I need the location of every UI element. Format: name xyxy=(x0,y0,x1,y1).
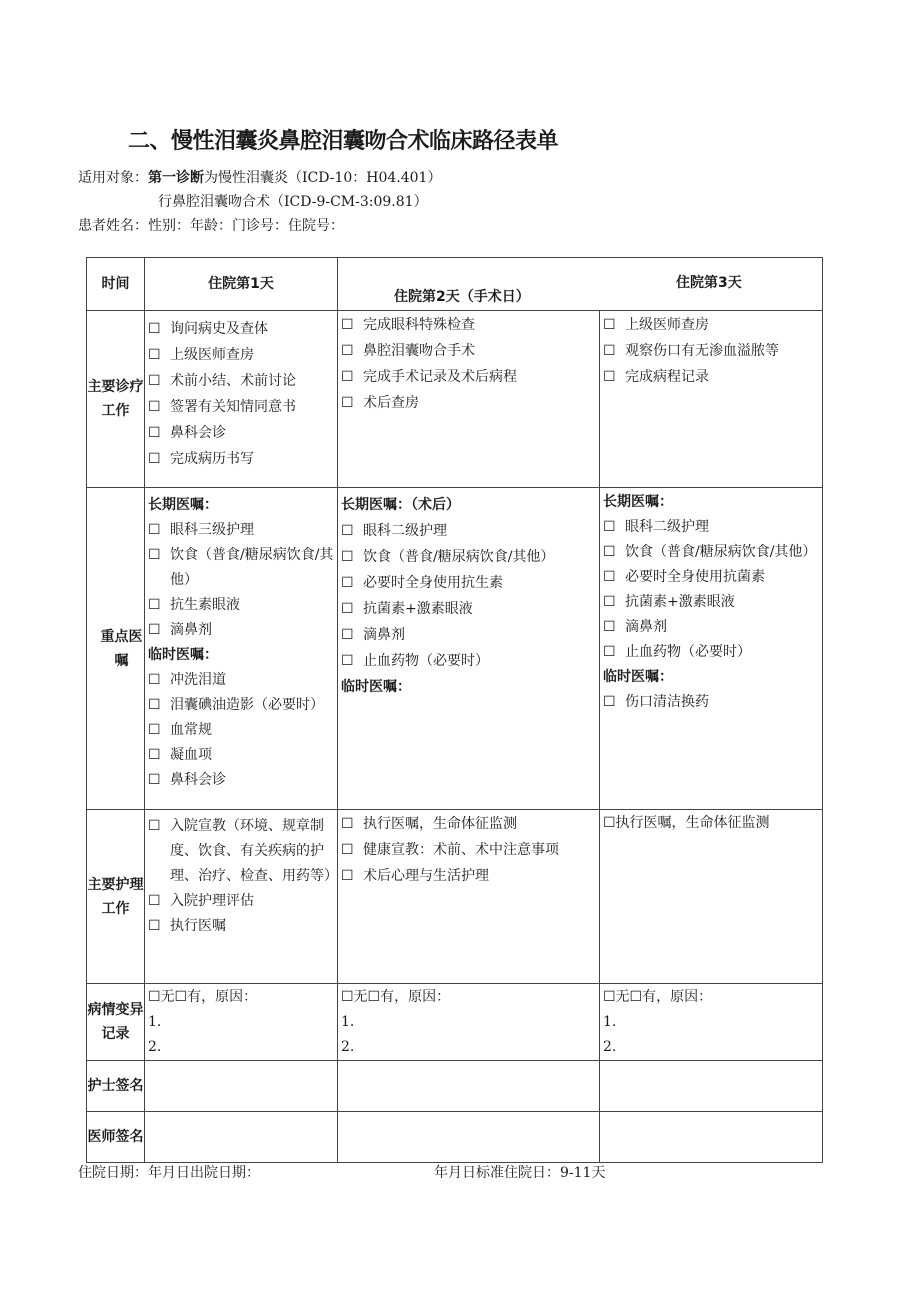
checklist-item-label: 执行医嘱，生命体征监测 xyxy=(363,816,517,832)
checklist-item[interactable] xyxy=(603,312,819,338)
checkbox-icon[interactable]: ☐ xyxy=(148,747,161,763)
checklist-item[interactable] xyxy=(148,543,334,593)
main-work-day3 xyxy=(600,311,823,488)
checkbox-icon[interactable]: ☐ xyxy=(148,918,161,934)
nursing-row xyxy=(87,810,823,984)
main-work-d2-list xyxy=(338,311,599,416)
checkbox-icon[interactable]: ☐ xyxy=(148,622,161,638)
checkbox-icon[interactable]: ☐ xyxy=(148,597,161,613)
checkbox-icon[interactable]: ☐ xyxy=(603,317,616,333)
variation-d2-n2: 2. xyxy=(341,1039,355,1055)
checklist-item[interactable] xyxy=(148,446,334,472)
checkbox-icon[interactable]: ☐ xyxy=(603,694,616,710)
checkbox-icon[interactable]: ☐ xyxy=(603,519,616,535)
variation-day2 xyxy=(338,984,600,1061)
d1-temp-list xyxy=(148,668,334,793)
checklist-item[interactable] xyxy=(148,743,334,768)
variation-d2-n1: 1. xyxy=(341,1014,355,1030)
checklist-item-label: 必要时全身使用抗生素 xyxy=(363,575,503,591)
checkbox-icon[interactable]: ☐ xyxy=(341,601,354,617)
checkbox-icon[interactable]: ☐ xyxy=(341,816,354,832)
variation-d1-n1: 1. xyxy=(148,1014,162,1030)
checklist-item[interactable] xyxy=(148,368,334,394)
checkbox-icon[interactable]: ☐ xyxy=(148,522,161,538)
nurse-sign-label: 护士签名 xyxy=(87,1061,145,1112)
checklist-item[interactable] xyxy=(603,640,819,665)
checklist-item-label: 饮食（普食/糖尿病饮食/其他） xyxy=(170,547,334,588)
main-work-label: 主要诊疗工作 xyxy=(87,311,145,488)
d3-long-list xyxy=(603,515,819,665)
checkbox-icon[interactable]: ☐ xyxy=(148,697,161,713)
checklist-item[interactable] xyxy=(341,338,596,364)
main-work-day1 xyxy=(145,311,338,488)
doctor-sign-day1[interactable] xyxy=(145,1112,338,1163)
checklist-item-label: 签署有关知情同意书 xyxy=(170,399,296,415)
checklist-item[interactable] xyxy=(148,693,334,718)
checkbox-icon[interactable]: ☐ xyxy=(341,523,354,539)
checklist-item[interactable] xyxy=(603,540,819,565)
checkbox-icon[interactable]: ☐ xyxy=(148,672,161,688)
checklist-item-label: 血常规 xyxy=(170,722,212,738)
checklist-item[interactable] xyxy=(341,364,596,390)
d3-long-term-heading: 长期医嘱： xyxy=(603,494,673,510)
variation-d1-n2: 2. xyxy=(148,1039,162,1055)
checkbox-icon[interactable]: ☐ xyxy=(148,547,161,563)
checklist-item[interactable] xyxy=(148,668,334,693)
nursing-d1-list xyxy=(145,810,337,939)
applies-rest: 为慢性泪囊炎（ICD-10：H04.401） xyxy=(204,170,442,186)
d1-long-list xyxy=(148,518,334,643)
variation-d1-line: ☐无☐有，原因： xyxy=(148,989,258,1005)
checklist-item-label: 止血药物（必要时） xyxy=(625,644,751,660)
checkbox-icon[interactable]: ☐ xyxy=(603,369,616,385)
checklist-item-label: 滴鼻剂 xyxy=(170,622,212,638)
checklist-item[interactable] xyxy=(341,570,596,596)
checklist-item[interactable] xyxy=(341,622,596,648)
checklist-item-label: 眼科二级护理 xyxy=(625,519,709,535)
main-work-day2 xyxy=(338,311,600,488)
checklist-item-label: 伤口清洁换药 xyxy=(625,694,709,710)
nursing-day1 xyxy=(145,810,338,984)
checkbox-icon[interactable]: ☐ xyxy=(341,549,354,565)
nursing-d2-list xyxy=(338,810,599,889)
checklist-item-label: 执行医嘱 xyxy=(170,918,226,934)
checklist-item[interactable] xyxy=(603,515,819,540)
checkbox-icon[interactable]: ☐ xyxy=(148,893,161,909)
nurse-sign-day1[interactable] xyxy=(145,1061,338,1112)
checklist-item[interactable] xyxy=(341,390,596,416)
checklist-item-label: 上级医师查房 xyxy=(170,347,254,363)
checkbox-icon[interactable]: ☐ xyxy=(148,425,161,441)
checklist-item-label: 抗生素眼液 xyxy=(170,597,240,613)
checkbox-icon[interactable]: ☐ xyxy=(341,317,354,333)
checklist-item[interactable] xyxy=(148,814,338,889)
checklist-item[interactable] xyxy=(603,338,819,364)
day3-header: 住院第3天 xyxy=(676,275,742,291)
applies-line-2: 行鼻腔泪囊吻合术（ICD-9-CM-3:09.81） xyxy=(158,194,428,210)
day2-header: 住院第2天（手术日） xyxy=(394,289,530,305)
time-header: 时间 xyxy=(87,258,145,311)
checklist-item[interactable] xyxy=(341,518,596,544)
orders-day3 xyxy=(600,488,823,810)
checklist-item[interactable] xyxy=(341,863,596,889)
footer-right: 年月日标准住院日：9-11天 xyxy=(434,1165,606,1181)
checkbox-icon[interactable]: ☐ xyxy=(341,653,354,669)
checklist-item[interactable] xyxy=(148,768,334,793)
checklist-item-label: 完成眼科特殊检查 xyxy=(363,317,475,333)
d2-temp-heading: 临时医嘱： xyxy=(341,679,411,695)
checklist-item[interactable] xyxy=(603,565,819,590)
checklist-item-label: 鼻腔泪囊吻合手术 xyxy=(363,343,475,359)
checklist-item[interactable] xyxy=(341,837,596,863)
checkbox-icon[interactable]: ☐ xyxy=(148,451,161,467)
checklist-item-label: 入院护理评估 xyxy=(170,893,254,909)
doctor-sign-day3[interactable] xyxy=(600,1112,823,1163)
checklist-item-label: 滴鼻剂 xyxy=(625,619,667,635)
nursing-d3-text: ☐执行医嘱，生命体征监测 xyxy=(603,815,770,831)
patient-info-line: 患者姓名：性别：年龄：门诊号：住院号： xyxy=(78,218,344,234)
checklist-item-label: 鼻科会诊 xyxy=(170,425,226,441)
checklist-item-label: 冲洗泪道 xyxy=(170,672,226,688)
d1-long-term-heading: 长期医嘱： xyxy=(148,497,218,513)
applies-bold: 第一诊断 xyxy=(148,170,204,186)
checklist-item-label: 眼科三级护理 xyxy=(170,522,254,538)
checklist-item[interactable] xyxy=(148,342,334,368)
checkbox-icon[interactable]: ☐ xyxy=(341,842,354,858)
checklist-item-label: 饮食（普食/糖尿病饮食/其他） xyxy=(625,544,817,560)
checklist-item-label: 完成病历书写 xyxy=(170,451,254,467)
checklist-item-label: 上级医师查房 xyxy=(625,317,709,333)
variation-d3-line: ☐无☐有，原因： xyxy=(603,989,713,1005)
checkbox-icon[interactable]: ☐ xyxy=(603,594,616,610)
checklist-item[interactable] xyxy=(148,618,334,643)
checkbox-icon[interactable]: ☐ xyxy=(341,395,354,411)
checklist-item[interactable] xyxy=(148,593,334,618)
checklist-item-label: 术后心理与生活护理 xyxy=(363,868,489,884)
checkbox-icon[interactable]: ☐ xyxy=(148,772,161,788)
checkbox-icon[interactable]: ☐ xyxy=(148,347,161,363)
checkbox-icon[interactable]: ☐ xyxy=(341,627,354,643)
checklist-item-label: 抗菌素+激素眼液 xyxy=(363,601,473,617)
checkbox-icon[interactable]: ☐ xyxy=(148,722,161,738)
checklist-item-label: 鼻科会诊 xyxy=(170,772,226,788)
checklist-item[interactable] xyxy=(603,364,819,390)
checklist-item[interactable] xyxy=(341,596,596,622)
checklist-item[interactable] xyxy=(341,312,596,338)
checklist-item[interactable] xyxy=(341,648,596,674)
variation-label: 病情变异记录 xyxy=(87,984,145,1061)
footer-left: 住院日期：年月日出院日期： xyxy=(78,1165,260,1181)
checklist-item-label: 必要时全身使用抗菌素 xyxy=(625,569,765,585)
checkbox-icon[interactable]: ☐ xyxy=(148,321,161,337)
checklist-item-label: 术后查房 xyxy=(363,395,419,411)
checkbox-icon[interactable]: ☐ xyxy=(603,544,616,560)
checkbox-icon[interactable]: ☐ xyxy=(148,818,161,834)
pathway-table xyxy=(86,257,823,1163)
checklist-item[interactable] xyxy=(148,889,334,914)
main-work-d3-list xyxy=(600,311,822,390)
variation-d3-n1: 1. xyxy=(603,1014,617,1030)
checklist-item-label: 完成病程记录 xyxy=(625,369,709,385)
checklist-item-label: 询问病史及查体 xyxy=(170,321,268,337)
nursing-label: 主要护理工作 xyxy=(87,810,145,984)
main-work-d1-list xyxy=(145,311,337,472)
checklist-item-label: 滴鼻剂 xyxy=(363,627,405,643)
checklist-item[interactable] xyxy=(603,615,819,640)
d2-long-term-heading: 长期医嘱：（术后） xyxy=(341,497,460,513)
main-work-row xyxy=(87,311,823,488)
nursing-day2 xyxy=(338,810,600,984)
checklist-item[interactable] xyxy=(341,544,596,570)
checklist-item[interactable] xyxy=(148,420,334,446)
checklist-item-label: 泪囊碘油造影（必要时） xyxy=(170,697,324,713)
orders-row xyxy=(87,488,823,810)
checklist-item[interactable] xyxy=(341,811,596,837)
checkbox-icon[interactable]: ☐ xyxy=(341,369,354,385)
variation-day1 xyxy=(145,984,338,1061)
variation-day3 xyxy=(600,984,823,1061)
d3-temp-heading: 临时医嘱： xyxy=(603,669,673,685)
checklist-item-label: 抗菌素+激素眼液 xyxy=(625,594,735,610)
applies-line xyxy=(78,168,441,188)
doctor-sign-label: 医师签名 xyxy=(87,1112,145,1163)
checklist-item[interactable] xyxy=(148,518,334,543)
checkbox-icon[interactable]: ☐ xyxy=(603,569,616,585)
checklist-item-label: 饮食（普食/糖尿病饮食/其他） xyxy=(363,549,555,565)
doctor-sign-day2[interactable] xyxy=(338,1112,600,1163)
d2-long-list xyxy=(341,518,596,674)
checklist-item[interactable] xyxy=(148,914,334,939)
checklist-item-label: 止血药物（必要时） xyxy=(363,653,489,669)
orders-label: 重点医嘱 xyxy=(87,488,145,810)
applies-label: 适用对象： xyxy=(78,170,148,186)
header-row xyxy=(87,258,823,311)
doctor-sign-row xyxy=(87,1112,823,1163)
checkbox-icon[interactable]: ☐ xyxy=(603,644,616,660)
checkbox-icon[interactable]: ☐ xyxy=(148,373,161,389)
checkbox-icon[interactable]: ☐ xyxy=(341,343,354,359)
variation-d3-n2: 2. xyxy=(603,1039,617,1055)
checklist-item-label: 观察伤口有无渗血溢脓等 xyxy=(625,343,779,359)
checklist-item[interactable] xyxy=(603,690,819,715)
variation-d2-line: ☐无☐有，原因： xyxy=(341,989,451,1005)
variation-row xyxy=(87,984,823,1061)
checkbox-icon[interactable]: ☐ xyxy=(341,868,354,884)
nurse-sign-row xyxy=(87,1061,823,1112)
checklist-item-label: 完成手术记录及术后病程 xyxy=(363,369,517,385)
day23-header xyxy=(338,258,823,311)
checklist-item[interactable] xyxy=(148,718,334,743)
orders-day2 xyxy=(338,488,600,810)
checklist-item-label: 健康宣教：术前、术中注意事项 xyxy=(363,842,559,858)
page-title: 二、慢性泪囊炎鼻腔泪囊吻合术临床路径表单 xyxy=(128,129,559,154)
orders-day1 xyxy=(145,488,338,810)
day1-header: 住院第1天 xyxy=(145,258,338,311)
nursing-day3 xyxy=(600,810,823,984)
checkbox-icon[interactable]: ☐ xyxy=(341,575,354,591)
checklist-item-label: 凝血项 xyxy=(170,747,212,763)
nurse-sign-day3[interactable] xyxy=(600,1061,823,1112)
checklist-item-label: 入院宣教（环境、规章制度、饮食、有关疾病的护理、治疗、检查、用药等） xyxy=(170,818,338,884)
checklist-item[interactable] xyxy=(148,394,334,420)
checklist-item-label: 眼科二级护理 xyxy=(363,523,447,539)
d3-temp-list xyxy=(603,690,819,715)
checkbox-icon[interactable]: ☐ xyxy=(148,399,161,415)
checklist-item[interactable] xyxy=(148,316,334,342)
checkbox-icon[interactable]: ☐ xyxy=(603,619,616,635)
checklist-item[interactable] xyxy=(603,590,819,615)
checklist-item-label: 术前小结、术前讨论 xyxy=(170,373,296,389)
nurse-sign-day2[interactable] xyxy=(338,1061,600,1112)
checkbox-icon[interactable]: ☐ xyxy=(603,343,616,359)
d1-temp-heading: 临时医嘱： xyxy=(148,647,218,663)
